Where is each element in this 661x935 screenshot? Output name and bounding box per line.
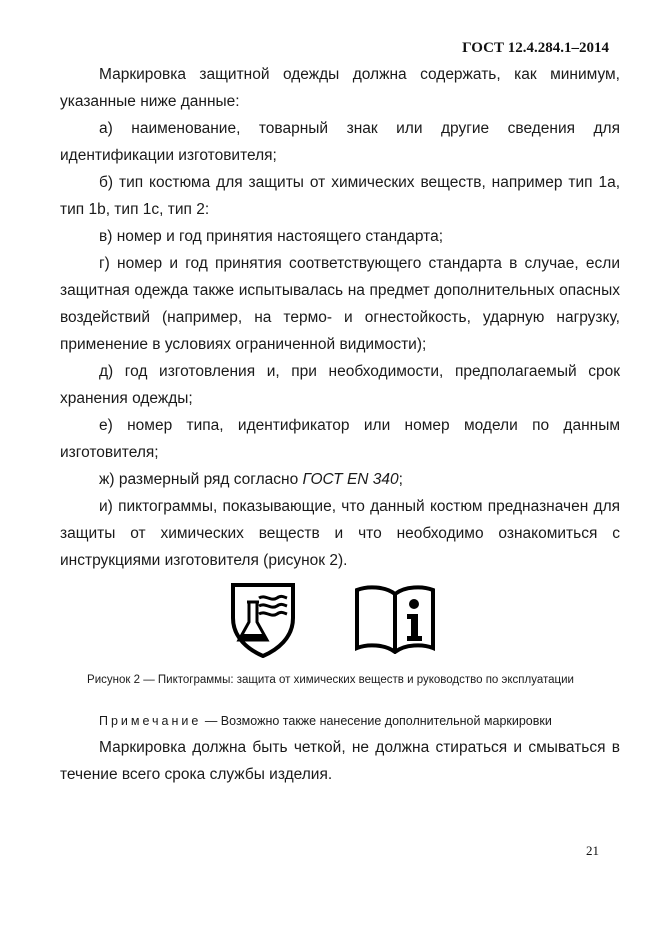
- page-number: 21: [586, 843, 599, 858]
- list-item-zh: [60, 466, 620, 493]
- list-item-zh-suffix: ;: [398, 471, 403, 488]
- figure-caption: Рисунок 2 — Пиктограммы: защита от химических веществ и руководство по эксплуатации: [87, 674, 574, 686]
- note-text: — Возможно также нанесение дополнительной маркировки: [201, 714, 552, 728]
- figure-pictograms: [225, 582, 445, 657]
- list-item-v: в) номер и год принятия настоящего стандарта;: [99, 228, 444, 245]
- list-item-i: и) пиктограммы, показывающие, что данный костюм предназначен для защиты от химических веществ и что необходимо ознакомиться с инструкциями изготовителя (рисунок 2).: [60, 498, 620, 569]
- list-item-d: д) год изготовления и, при необходимости, предполагаемый срок хранения одежды;: [60, 363, 620, 407]
- instruction-manual-book-icon: [353, 582, 437, 654]
- document-header: ГОСТ 12.4.284.1–2014: [462, 40, 609, 56]
- standard-reference: ГОСТ EN 340: [302, 471, 399, 488]
- paragraph-intro: Маркировка защитной одежды должна содержать, как минимум, указанные ниже данные:: [60, 66, 620, 110]
- list-item-g: г) номер и год принятия соответствующего стандарта в случае, если защитная одежда также испытывалась на предмет дополнительных опасных воздействий (например, на термо- и огнестойкость, ударную нагрузку, применение в условиях ограниченной видимости);: [60, 255, 620, 353]
- list-item-a: а) наименование, товарный знак или другие сведения для идентификации изготовителя;: [60, 120, 620, 164]
- note-label: Примечание: [99, 714, 202, 728]
- body-text: [60, 61, 620, 574]
- chemical-protection-shield-icon: [229, 582, 297, 658]
- final-paragraph: [60, 734, 620, 788]
- list-item-b: б) тип костюма для защиты от химических веществ, например тип 1а, тип 1b, тип 1c, тип 2:: [60, 174, 620, 218]
- final-paragraph-text: Маркировка должна быть четкой, не должна стираться и смываться в течение всего срока службы изделия.: [60, 739, 620, 783]
- note: [99, 714, 552, 728]
- list-item-e: е) номер типа, идентификатор или номер модели по данным изготовителя;: [60, 417, 620, 461]
- list-item-zh-text: ж) размерный ряд согласно: [99, 471, 303, 488]
